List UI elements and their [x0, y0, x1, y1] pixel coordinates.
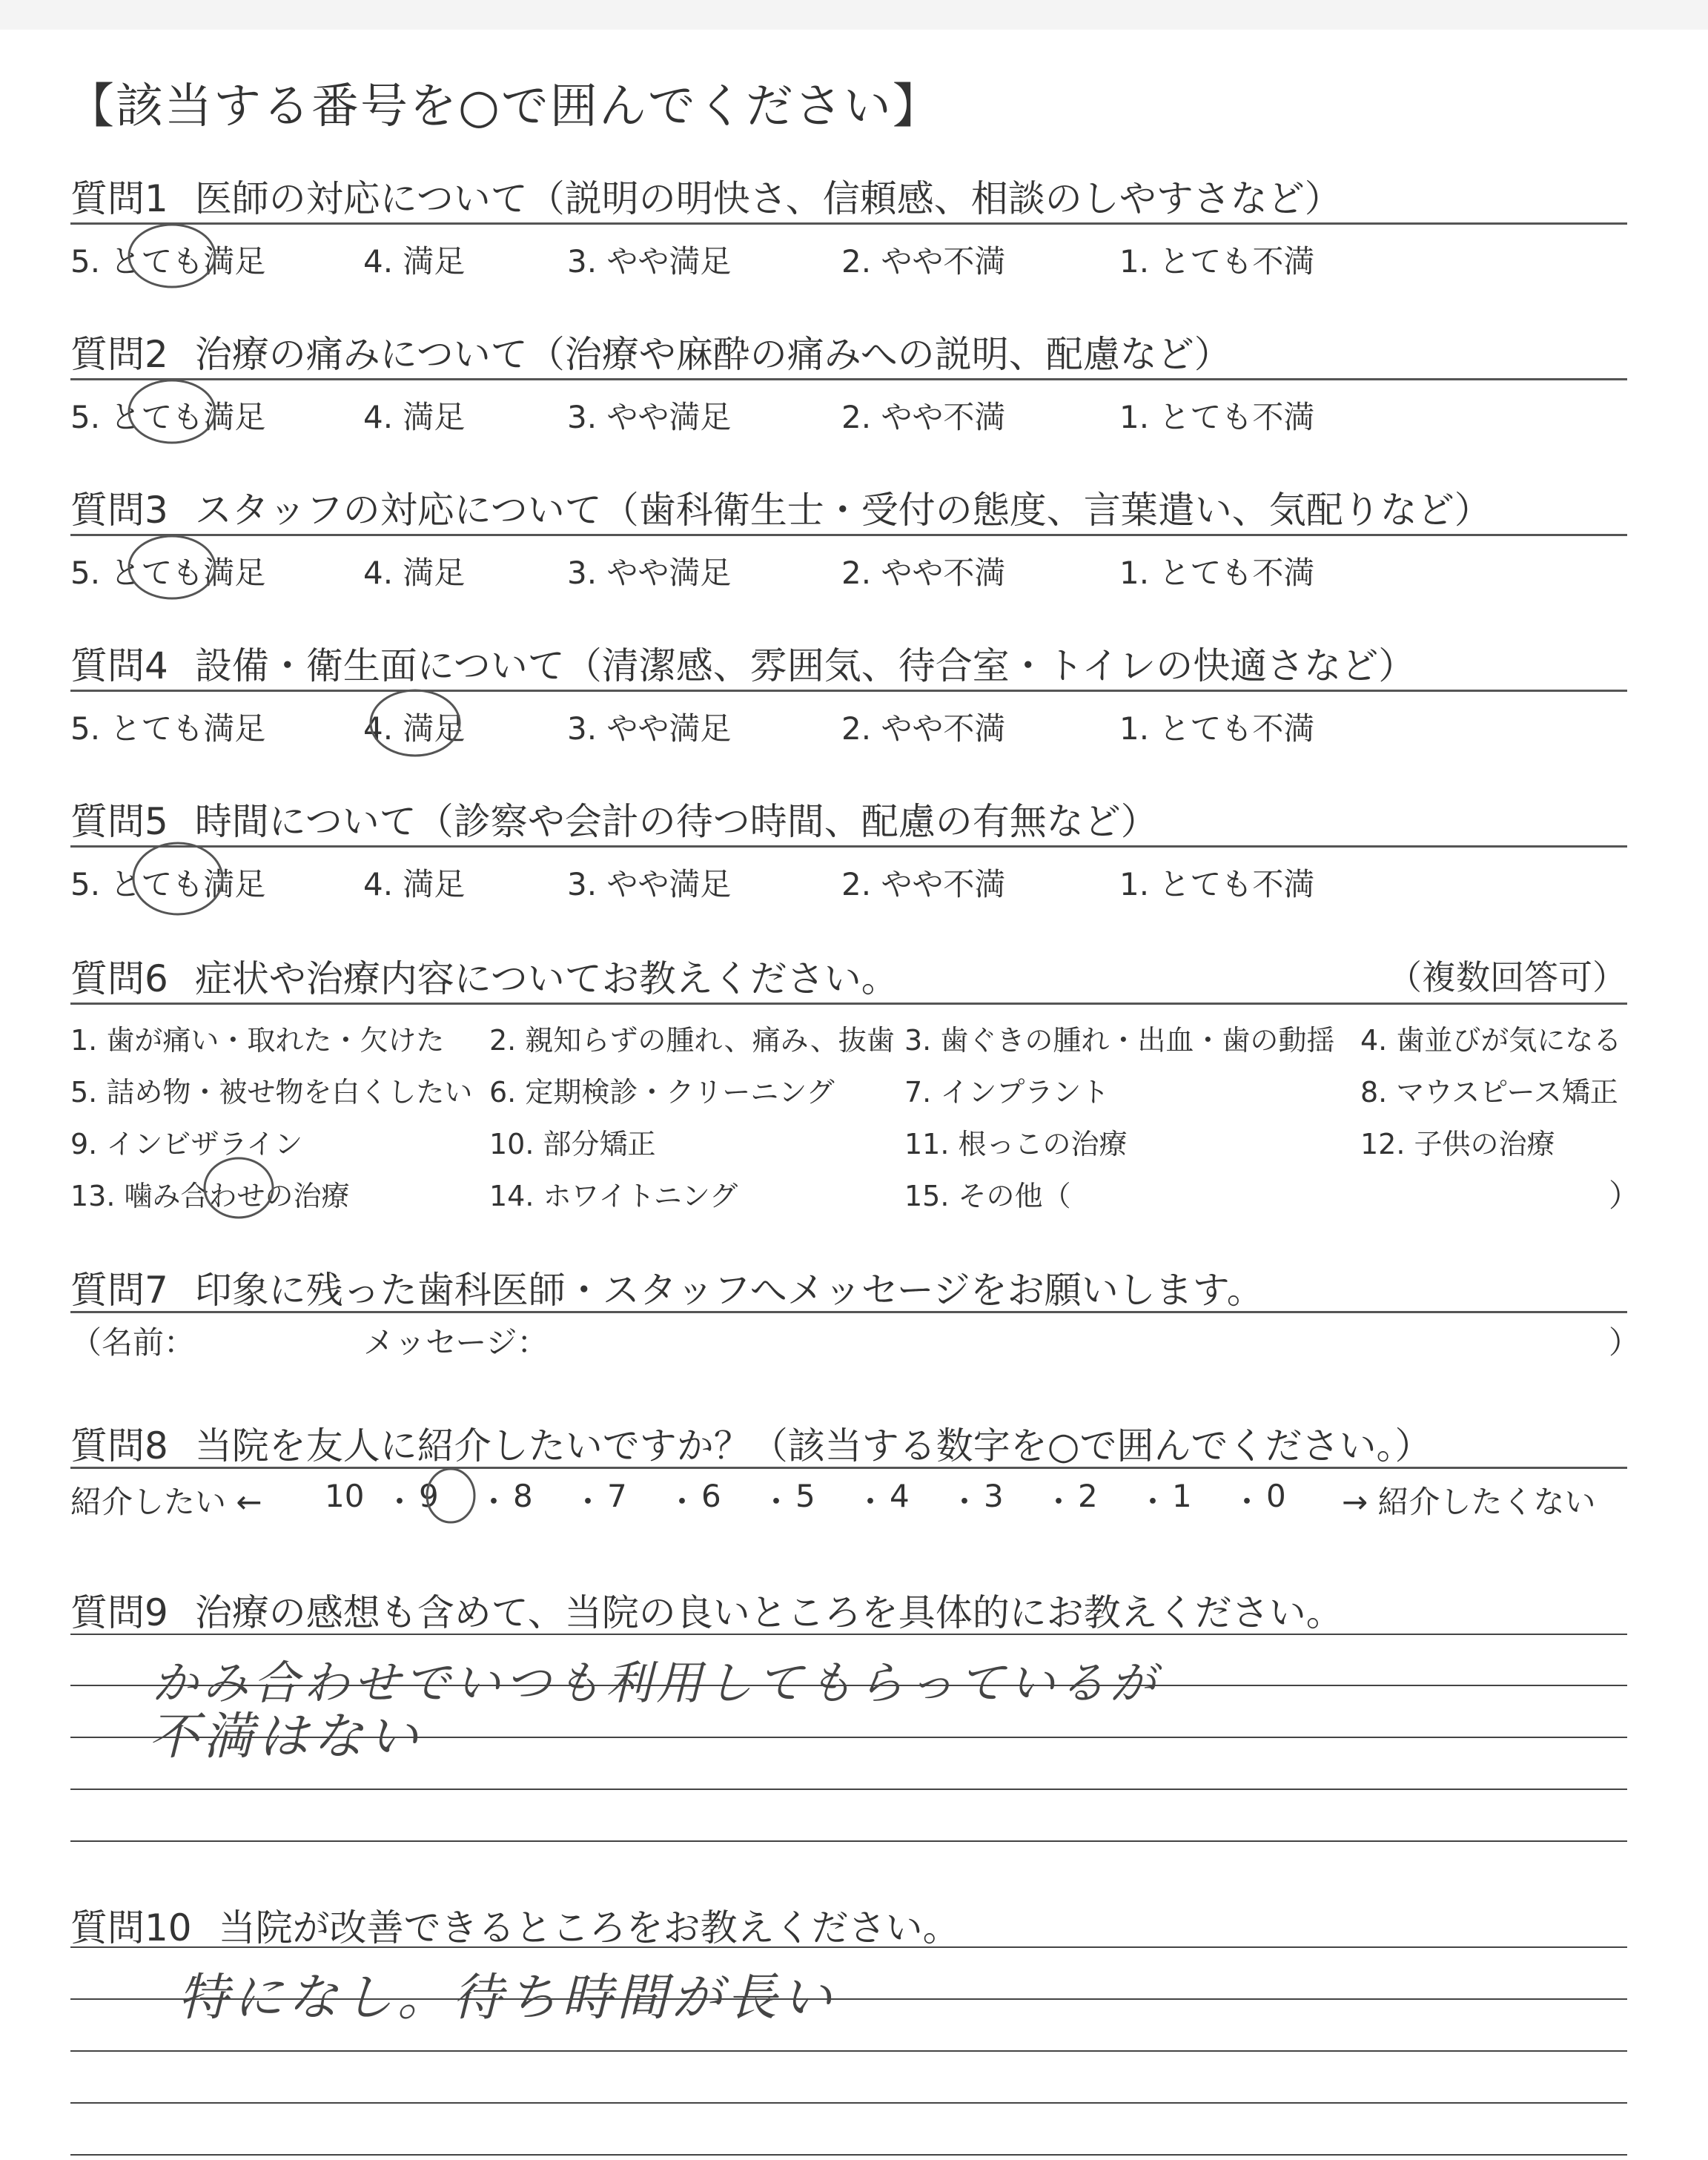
handwritten-answer-line: 特になし。待ち時間が長い [178, 1969, 837, 2027]
question-number: 質問5 [70, 800, 168, 843]
scale-value[interactable]: 8 [513, 1478, 533, 1514]
circle-mark-q4 [371, 690, 460, 756]
scale-separator: ・ [761, 1484, 792, 1520]
circle-mark-q5 [133, 843, 222, 914]
treatment-option[interactable]: 2. 親知らずの腫れ、痛み、抜歯 [489, 1024, 895, 1057]
message-close-paren: ） [1609, 1324, 1641, 1361]
treatment-option[interactable]: 7. インプラント [904, 1076, 1110, 1109]
question-text: 時間について（診察や会計の待つ時間、配慮の有無など） [194, 800, 1158, 843]
scale-value[interactable]: 0 [1266, 1478, 1286, 1514]
rating-option[interactable]: 2. やや不満 [841, 866, 1006, 902]
scale-value[interactable]: 5 [795, 1478, 815, 1514]
scale-separator: ・ [384, 1484, 416, 1520]
question-text: 医師の対応について（説明の明快さ、信頼感、相談のしやすさなど） [194, 177, 1342, 220]
question-number: 質問7 [70, 1269, 168, 1312]
rating-option[interactable]: 4. 満足 [363, 710, 466, 747]
treatment-option[interactable]: 15. その他（ [904, 1180, 1071, 1212]
scale-value[interactable]: 7 [607, 1478, 627, 1514]
rating-option[interactable]: 3. やや満足 [567, 243, 732, 280]
question-number: 質問8 [70, 1424, 168, 1467]
rating-option[interactable]: 4. 満足 [363, 399, 466, 435]
rating-option[interactable]: 1. とても不満 [1119, 555, 1315, 591]
rating-option[interactable]: 3. やや満足 [567, 866, 732, 902]
scale-value[interactable]: 6 [701, 1478, 721, 1514]
name-label: （名前： [70, 1324, 196, 1361]
question-text: 治療の痛みについて（治療や麻酔の痛みへの説明、配慮など） [194, 333, 1231, 376]
rating-option[interactable]: 5. とても満足 [70, 866, 266, 902]
question-number: 質問4 [70, 644, 168, 687]
scale-separator: ・ [666, 1484, 698, 1520]
treatment-option[interactable]: 9. インビザライン [70, 1128, 303, 1160]
rating-option[interactable]: 5. とても満足 [70, 555, 266, 591]
other-close-paren: ） [1609, 1178, 1641, 1214]
recommend-left-label: 紹介したい ← [70, 1484, 262, 1520]
multiple-answer-note: （複数回答可） [1388, 957, 1626, 997]
circle-mark-q3 [129, 536, 215, 598]
treatment-option[interactable]: 13. 噛み合わせの治療 [70, 1180, 350, 1212]
question-number: 質問6 [70, 957, 168, 1000]
rating-option[interactable]: 1. とても不満 [1119, 866, 1315, 902]
treatment-option[interactable]: 10. 部分矯正 [489, 1128, 656, 1160]
scale-separator: ・ [478, 1484, 510, 1520]
question-number: 質問2 [70, 333, 168, 376]
scale-separator: ・ [949, 1484, 981, 1520]
recommend-right-label: → 紹介したくない [1342, 1484, 1596, 1520]
question-number: 質問10 [70, 1906, 192, 1949]
question-number: 質問3 [70, 489, 168, 532]
question-text: 当院が改善できるところをお教えください。 [218, 1906, 960, 1949]
treatment-option[interactable]: 5. 詰め物・被せ物を白くしたい [70, 1076, 473, 1109]
question-text: 印象に残った歯科医師・スタッフへメッセージをお願いします。 [194, 1269, 1264, 1312]
rating-option[interactable]: 3. やや満足 [567, 555, 732, 591]
circle-mark-q8 [427, 1469, 474, 1522]
treatment-option[interactable]: 6. 定期検診・クリーニング [489, 1076, 835, 1109]
message-label: メッセージ： [363, 1324, 549, 1361]
question-number: 質問1 [70, 177, 168, 220]
circle-mark-q1 [129, 225, 215, 287]
scale-separator: ・ [572, 1484, 604, 1520]
treatment-option[interactable]: 11. 根っこの治療 [904, 1128, 1128, 1160]
form-header: 【該当する番号を○で囲んでください】 [67, 79, 941, 134]
rating-option[interactable]: 2. やや不満 [841, 243, 1006, 280]
scale-separator: ・ [1043, 1484, 1075, 1520]
rating-option[interactable]: 4. 満足 [363, 555, 466, 591]
scale-separator: ・ [1137, 1484, 1169, 1520]
handwritten-answer-line: 不満はない [148, 1708, 423, 1766]
rating-option[interactable]: 1. とても不満 [1119, 710, 1315, 747]
question-text: 当院を友人に紹介したいですか？（該当する数字を○で囲んでください。） [194, 1424, 1432, 1467]
scale-separator: ・ [1231, 1484, 1263, 1520]
rating-option[interactable]: 3. やや満足 [567, 399, 732, 435]
scale-value[interactable]: 4 [890, 1478, 910, 1514]
scale-value[interactable]: 10 [325, 1478, 365, 1514]
circle-mark-q2 [129, 380, 215, 443]
rating-option[interactable]: 1. とても不満 [1119, 243, 1315, 280]
rating-option[interactable]: 3. やや満足 [567, 710, 732, 747]
treatment-option[interactable]: 12. 子供の治療 [1360, 1128, 1555, 1160]
rating-option[interactable]: 4. 満足 [363, 866, 466, 902]
rating-option[interactable]: 2. やや不満 [841, 399, 1006, 435]
rating-option[interactable]: 5. とても満足 [70, 710, 266, 747]
treatment-option[interactable]: 3. 歯ぐきの腫れ・出血・歯の動揺 [904, 1024, 1335, 1057]
question-text: 設備・衛生面について（清潔感、雰囲気、待合室・トイレの快適さなど） [194, 644, 1416, 687]
circle-mark-q6 [205, 1158, 273, 1218]
question-text: スタッフの対応について（歯科衛生士・受付の態度、言葉遣い、気配りなど） [194, 489, 1492, 532]
scale-value[interactable]: 9 [419, 1478, 439, 1514]
rating-option[interactable]: 5. とても満足 [70, 399, 266, 435]
handwritten-answer-line: かみ合わせでいつも利用してもらっているが [152, 1656, 1161, 1710]
question-text: 治療の感想も含めて、当院の良いところを具体的にお教えください。 [194, 1591, 1343, 1634]
scale-value[interactable]: 2 [1078, 1478, 1098, 1514]
question-number: 質問9 [70, 1591, 168, 1634]
rating-option[interactable]: 4. 満足 [363, 243, 466, 280]
question-text: 症状や治療内容についてお教えください。 [194, 957, 898, 1000]
treatment-option[interactable]: 8. マウスピース矯正 [1360, 1076, 1618, 1109]
treatment-option[interactable]: 14. ホワイトニング [489, 1180, 738, 1212]
scale-value[interactable]: 3 [984, 1478, 1004, 1514]
scale-value[interactable]: 1 [1172, 1478, 1192, 1514]
rating-option[interactable]: 2. やや不満 [841, 710, 1006, 747]
treatment-option[interactable]: 1. 歯が痛い・取れた・欠けた [70, 1024, 445, 1057]
rating-option[interactable]: 1. とても不満 [1119, 399, 1315, 435]
rating-option[interactable]: 5. とても満足 [70, 243, 266, 280]
rating-option[interactable]: 2. やや不満 [841, 555, 1006, 591]
scale-separator: ・ [855, 1484, 887, 1520]
treatment-option[interactable]: 4. 歯並びが気になる [1360, 1024, 1622, 1057]
